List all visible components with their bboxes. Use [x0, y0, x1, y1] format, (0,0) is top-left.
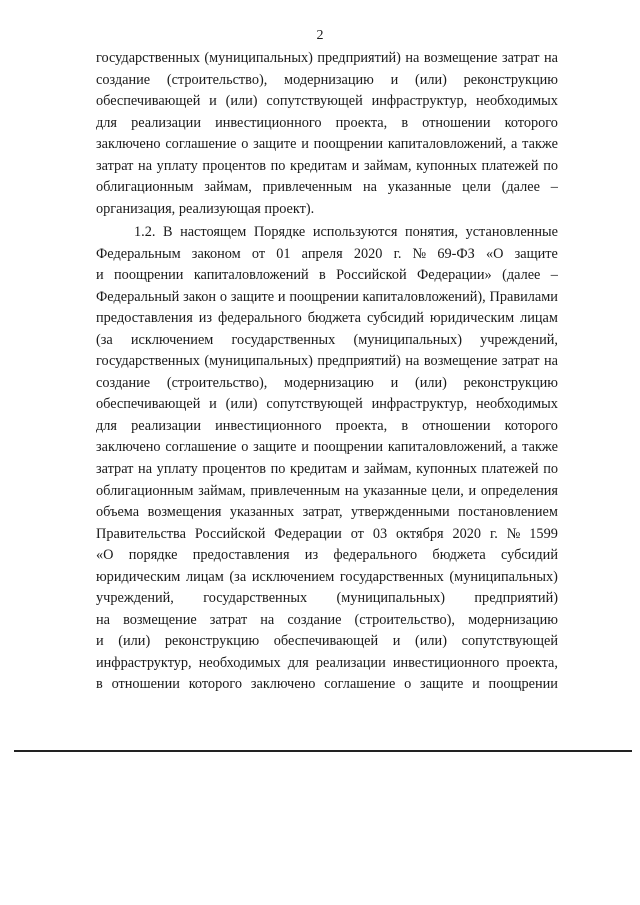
word: по [543, 461, 558, 478]
word: создание [96, 71, 151, 88]
text-line [96, 459, 558, 481]
text-line [96, 588, 558, 610]
word: 1.2. [134, 224, 156, 240]
word: затрат, [302, 504, 343, 521]
word: 1599 [529, 525, 558, 542]
word: понятия, [404, 224, 459, 240]
word: предоставления [192, 547, 290, 564]
word: займам, [363, 461, 412, 478]
word: по [270, 461, 286, 478]
word: защите [514, 245, 558, 262]
word: используются [312, 224, 398, 240]
word: о [404, 676, 412, 693]
word: и [96, 267, 104, 284]
text-line [96, 222, 558, 244]
word: реализации [131, 114, 201, 131]
word: постановлением [458, 504, 558, 521]
text-line [96, 394, 558, 416]
text-line [96, 177, 558, 199]
word: модернизацию [468, 611, 558, 628]
word: отношении [422, 417, 491, 434]
word: (муниципальных) [353, 331, 462, 348]
word: затрат [209, 611, 248, 628]
text-line [96, 265, 558, 287]
word: инфраструктур, [96, 654, 192, 671]
word: уплату [156, 157, 198, 174]
word: также [522, 439, 558, 456]
word: г. [393, 245, 402, 262]
word: (далее [502, 267, 541, 284]
word: (муниципальных) [204, 353, 313, 370]
text-line [96, 524, 558, 546]
word: указанные [363, 482, 427, 499]
word: сопутствующей [266, 396, 363, 413]
word: облигационным [96, 179, 194, 196]
word: в [401, 114, 409, 131]
word: на [96, 611, 110, 628]
word: реконструкцию [164, 633, 260, 650]
word: обеспечивающей [96, 93, 201, 110]
word: обеспечивающей [273, 633, 379, 650]
word: создание [96, 374, 151, 391]
word: указанные [387, 179, 452, 196]
word: (или) [118, 633, 151, 650]
word: «О [485, 245, 504, 262]
word: г. [489, 525, 498, 542]
text-line [96, 610, 558, 632]
word: затрат [96, 461, 134, 478]
word: Российской [336, 267, 407, 284]
word: «О [96, 547, 114, 564]
text-line [96, 351, 558, 373]
word: отношении [111, 676, 180, 693]
word: процентов [202, 461, 266, 478]
word: государственных [339, 568, 444, 585]
word: создание [287, 611, 342, 628]
word: на [543, 353, 558, 370]
word: 2020 [353, 245, 383, 262]
word: государственных [203, 590, 308, 607]
word: необходимых [198, 654, 281, 671]
text-line [96, 156, 558, 178]
word: для [96, 417, 117, 434]
word: (муниципальных) [336, 590, 446, 607]
word: исключением [251, 568, 335, 585]
word: Правилами [489, 288, 558, 305]
word: о [219, 288, 228, 305]
word: указанных [229, 504, 295, 521]
word: (далее [501, 179, 540, 196]
word: определения [480, 482, 558, 499]
word: необходимых [476, 396, 558, 413]
word: кредитам [290, 157, 348, 174]
word: юридическим [429, 310, 515, 327]
word: предприятий) [474, 590, 558, 607]
word: № [506, 525, 521, 542]
word: в [319, 267, 326, 284]
word: для [287, 654, 309, 671]
word: из [304, 547, 319, 564]
word: платежей [481, 157, 539, 174]
text-line [96, 373, 558, 395]
word: инфраструктур, [371, 396, 468, 413]
word: (или) [225, 396, 258, 413]
word: (строительство), [354, 611, 456, 628]
word: федерального [217, 310, 302, 327]
word: по [270, 157, 286, 174]
word: Российской [194, 525, 266, 542]
word: уплату [156, 461, 198, 478]
text-line [96, 91, 558, 113]
word: и [209, 93, 217, 110]
word: привлеченным [250, 482, 341, 499]
word: инвестиционного [215, 114, 322, 131]
word: инвестиционного [392, 654, 500, 671]
word: бюджета [432, 547, 486, 564]
word: о [241, 136, 249, 153]
word: В [162, 224, 173, 240]
word: и [277, 288, 286, 305]
text-line [96, 134, 558, 156]
text-line [96, 545, 558, 567]
word: займам, [363, 157, 412, 174]
word: привлеченным [262, 179, 353, 196]
word: реконструкцию [463, 71, 558, 88]
word: а [511, 439, 518, 456]
word: заключено [96, 439, 161, 456]
text-line: организация, реализующая проект). [96, 200, 315, 217]
word: поощрении [488, 676, 558, 693]
word: проекта, [335, 417, 388, 434]
word: и [390, 374, 399, 391]
word: (или) [414, 71, 447, 88]
word: бюджета [307, 310, 361, 327]
text-line [96, 287, 558, 309]
word: законом [191, 245, 241, 262]
word: и [301, 439, 309, 456]
word: займам, [204, 179, 252, 196]
word: в [96, 676, 103, 693]
word: (или) [225, 93, 258, 110]
text-line [96, 437, 558, 459]
word: (муниципальных) [204, 50, 313, 66]
word: реализации [315, 654, 386, 671]
word: – [550, 267, 558, 284]
word: (за [229, 568, 247, 585]
word: утвержденными [351, 504, 450, 521]
text-line [96, 113, 558, 135]
word: от [350, 525, 364, 542]
word: проекта, [335, 114, 388, 131]
word: 01 [276, 245, 291, 262]
word: цели [462, 179, 491, 196]
word: Федеральный [96, 288, 180, 305]
text-line [96, 567, 558, 589]
word: предоставления [96, 310, 193, 327]
word: субсидий [366, 310, 424, 327]
word: возмещение [423, 353, 498, 370]
word: которого [188, 676, 243, 693]
word: защите [420, 676, 464, 693]
word: купонных [416, 157, 477, 174]
word: соглашение [165, 439, 237, 456]
word: 03 [372, 525, 388, 542]
word: защите [253, 136, 297, 153]
word: (строительство), [166, 71, 268, 88]
text-line [96, 631, 558, 653]
word: Порядке [253, 224, 306, 240]
word: капиталовложений [193, 267, 309, 284]
word: на [138, 157, 153, 174]
word: инвестиционного [215, 417, 322, 434]
word: юридическим [96, 568, 181, 585]
word: кредитам [290, 461, 348, 478]
word: которого [504, 114, 558, 131]
word: отношении [422, 114, 491, 131]
word: государственных [231, 331, 336, 348]
word: порядке [128, 547, 178, 564]
word: в [401, 417, 409, 434]
word: (или) [414, 374, 447, 391]
word: сопутствующей [266, 93, 363, 110]
word: модернизацию [284, 374, 374, 391]
word: капиталовложений, [387, 439, 507, 456]
word: защите [230, 288, 275, 305]
word: исключением [130, 331, 214, 348]
text-line [96, 481, 558, 503]
word: предприятий) [317, 353, 401, 370]
word: поощрении [313, 136, 384, 153]
word: – [550, 179, 558, 196]
word: о [241, 439, 249, 456]
word: № [412, 245, 427, 262]
word: государственных [96, 50, 200, 66]
word: лицам [185, 568, 224, 585]
word: реконструкцию [463, 374, 558, 391]
word: и [351, 157, 360, 174]
word: объема [96, 504, 140, 521]
word: возмещение [123, 611, 197, 628]
word: поощрении [114, 267, 184, 284]
word: для [96, 114, 117, 131]
word: и [96, 633, 104, 650]
word: (за [96, 331, 113, 348]
word: (или) [415, 633, 447, 650]
word: из [198, 310, 213, 327]
word: сопутствующей [461, 633, 558, 650]
word: которого [504, 417, 558, 434]
word: апреля [301, 245, 343, 262]
word: процентов [202, 157, 266, 174]
word: цели, [431, 482, 464, 499]
word: и [209, 396, 217, 413]
word: затрат [502, 353, 540, 370]
word: на [543, 50, 558, 66]
text-line [96, 416, 558, 438]
word: субсидий [501, 547, 558, 564]
word: и [351, 461, 360, 478]
word: капиталовложений, [387, 136, 507, 153]
word: от [251, 245, 266, 262]
word: затрат [502, 50, 540, 66]
text-line [96, 244, 558, 266]
text-line [96, 502, 558, 524]
word: лицам [520, 310, 558, 327]
page-bottom-rule [14, 750, 632, 752]
word: облигационным [96, 482, 194, 499]
word: Правительства [96, 525, 186, 542]
word: обеспечивающей [96, 396, 201, 413]
word: купонных [416, 461, 477, 478]
word: Федерации [274, 525, 342, 542]
word: возмещения [147, 504, 222, 521]
word: и [472, 676, 480, 693]
word: на [344, 482, 359, 499]
paragraph-continuation [96, 48, 558, 220]
word: государственных [96, 353, 200, 370]
word: реализации [131, 417, 201, 434]
word: заключено [96, 136, 161, 153]
word: 69-ФЗ [437, 245, 475, 262]
word: (строительство), [166, 374, 268, 391]
word: капиталовложений), [362, 288, 486, 305]
word: и [468, 482, 477, 499]
word: на [405, 353, 420, 370]
word: соглашение [324, 676, 396, 693]
word: (муниципальных) [449, 568, 558, 585]
word: займам, [198, 482, 246, 499]
word: установленные [465, 224, 558, 240]
word: поощрении [289, 288, 359, 305]
text-line [96, 70, 558, 92]
word: а [511, 136, 518, 153]
word: модернизацию [284, 71, 374, 88]
word: на [363, 179, 378, 196]
word: платежей [481, 461, 539, 478]
word: на [260, 611, 275, 628]
word: на [138, 461, 153, 478]
word: заключено [250, 676, 316, 693]
text-line [96, 653, 558, 675]
word: также [522, 136, 558, 153]
word: возмещение [423, 50, 498, 66]
text-line [96, 308, 558, 330]
paragraph-1-2 [96, 222, 558, 696]
word: и [390, 71, 399, 88]
word: проекта, [506, 654, 558, 671]
word: на [405, 50, 420, 66]
word: Федерации» [417, 267, 492, 284]
word: защите [253, 439, 297, 456]
word: октября [396, 525, 444, 542]
word: и [301, 136, 309, 153]
word: затрат [96, 157, 134, 174]
word: необходимых [476, 93, 558, 110]
word: по [543, 157, 558, 174]
word: учреждений, [96, 590, 174, 607]
text-line [96, 330, 558, 352]
word: настоящем [180, 224, 247, 240]
text-line [96, 48, 558, 70]
word: федерального [333, 547, 418, 564]
word: инфраструктур, [371, 93, 468, 110]
word: и [392, 633, 401, 650]
word: 2020 [452, 525, 482, 542]
word: учреждений, [480, 331, 558, 348]
word: закон [183, 288, 217, 305]
word: Федеральным [96, 245, 181, 262]
page-number: 2 [316, 28, 324, 43]
word: поощрении [313, 439, 384, 456]
text-line [96, 674, 558, 696]
word: предприятий) [317, 50, 401, 66]
word: соглашение [165, 136, 237, 153]
